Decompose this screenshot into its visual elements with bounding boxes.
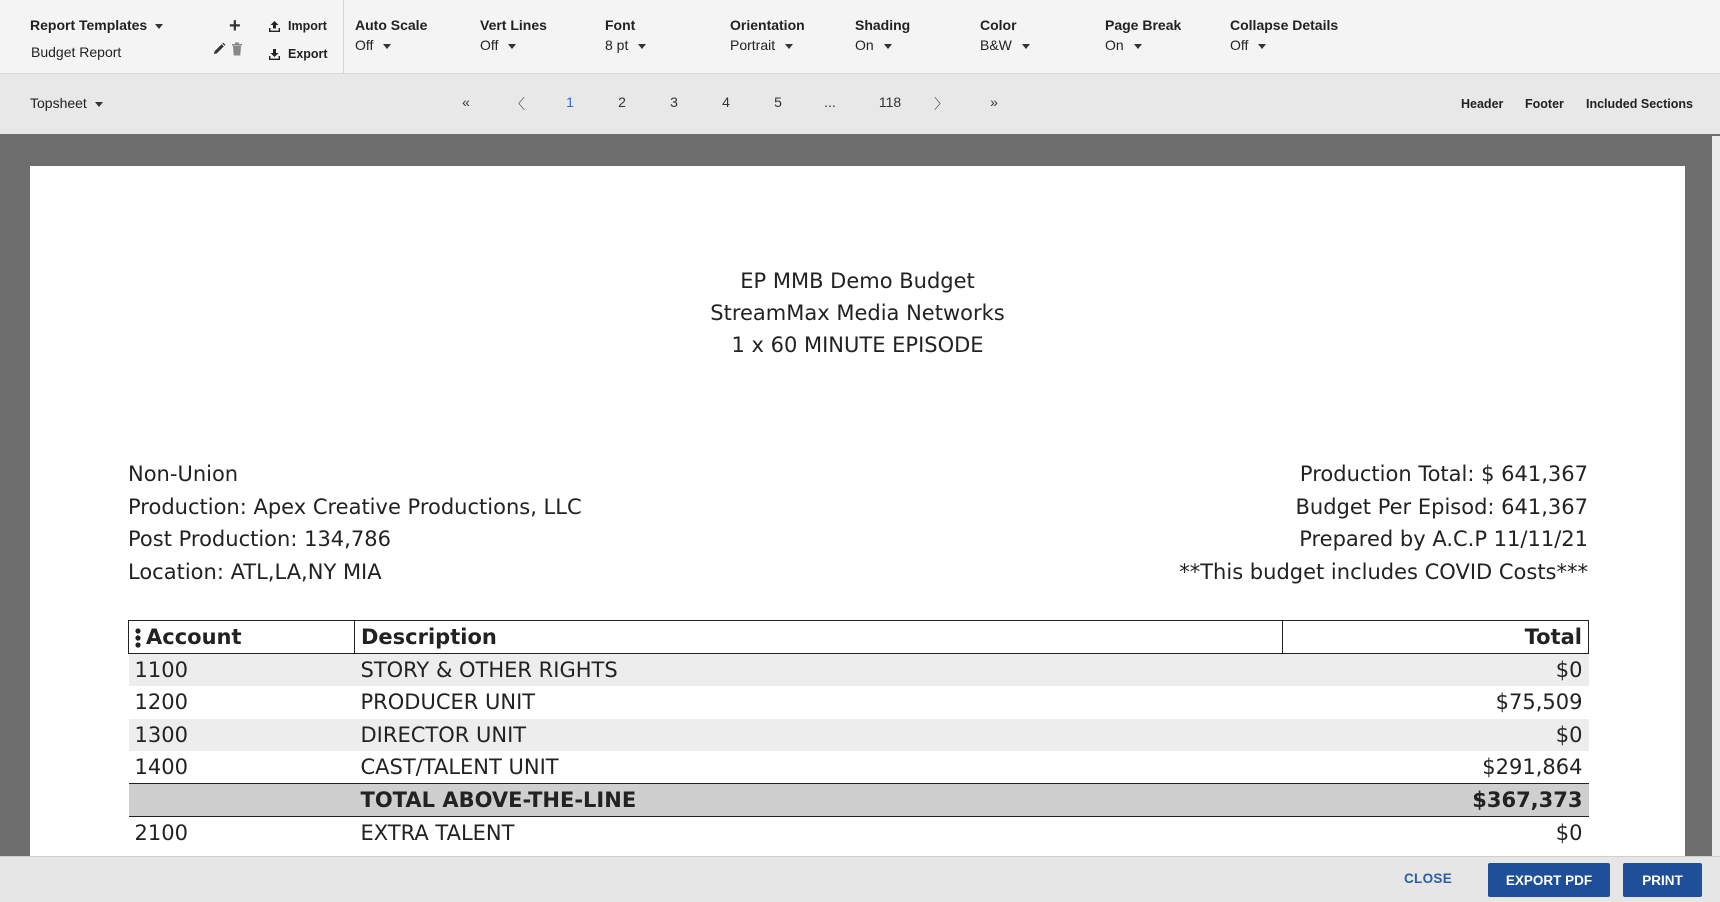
info-covid-note: **This budget includes COVID Costs***: [1179, 559, 1588, 584]
shading-dropdown[interactable]: [855, 17, 910, 53]
total-cell: $0: [1283, 654, 1589, 687]
collapse-details-dropdown[interactable]: [1230, 17, 1338, 53]
description-column-header: Description: [355, 621, 1283, 654]
color-dropdown[interactable]: [980, 17, 1030, 53]
chevron-down-icon: [383, 44, 391, 49]
subtotal-row: [129, 784, 1589, 817]
color-value: B&W: [980, 37, 1012, 53]
description-cell: EXTRA TALENT: [360, 820, 515, 845]
info-prepared-by: Prepared by A.C.P 11/11/21: [1299, 527, 1588, 551]
template-value: Budget Report: [31, 44, 122, 60]
chevron-down-icon: [1134, 44, 1142, 49]
auto-scale-label: Auto Scale: [355, 17, 428, 33]
download-icon: [268, 48, 281, 61]
description-cell: STORY & OTHER RIGHTS: [355, 654, 1283, 687]
last-page-button[interactable]: »: [990, 94, 998, 110]
header-link[interactable]: Header: [1461, 97, 1504, 111]
page-4-button[interactable]: 4: [722, 94, 730, 110]
page-1-button[interactable]: 1: [566, 94, 574, 110]
table-row: [129, 654, 1589, 687]
prev-page-button[interactable]: 〈: [511, 96, 525, 112]
info-production: Production: Apex Creative Productions, LLC: [128, 494, 582, 519]
preview-scrollbar[interactable]: [1712, 136, 1720, 856]
color-label: Color: [980, 17, 1017, 33]
topsheet-table: [128, 620, 1589, 849]
report-templates-group: [0, 0, 344, 74]
report-templates-dropdown[interactable]: [30, 17, 163, 33]
auto-scale-value: Off: [355, 37, 374, 53]
orientation-value: Portrait: [730, 37, 776, 53]
account-cell: 1100: [129, 654, 355, 687]
chevron-down-icon: [785, 44, 793, 49]
total-cell: $0: [1555, 820, 1583, 845]
report-title: EP MMB Demo Budget: [740, 269, 975, 293]
section-dropdown[interactable]: [30, 95, 103, 111]
total-cell: $75,509: [1495, 690, 1583, 715]
description-cell: CAST/TALENT UNIT: [360, 755, 559, 779]
dialog-footer: [0, 856, 1720, 902]
description-cell: PRODUCER UNIT: [360, 690, 536, 715]
font-value: 8 pt: [605, 37, 629, 53]
report-episode: 1 x 60 MINUTE EPISODE: [731, 333, 984, 357]
info-production-total: Production Total: $ 641,367: [1299, 462, 1588, 486]
chevron-down-icon: [95, 102, 103, 107]
column-options-icon[interactable]: [135, 628, 141, 648]
page-break-dropdown[interactable]: [1105, 17, 1181, 53]
table-row: [129, 816, 1589, 849]
report-heading: [30, 265, 1685, 361]
collapse-details-label: Collapse Details: [1230, 17, 1339, 33]
shading-value: On: [855, 37, 874, 53]
chevron-down-icon: [638, 44, 646, 49]
trash-icon: [231, 42, 243, 56]
export-pdf-button[interactable]: EXPORT PDF: [1488, 863, 1610, 897]
export-label: Export: [288, 47, 328, 61]
auto-scale-dropdown[interactable]: [355, 17, 427, 53]
account-cell: 1200: [134, 690, 188, 715]
shading-label: Shading: [855, 17, 911, 33]
delete-template-button[interactable]: [231, 42, 245, 58]
collapse-details-value: Off: [1230, 37, 1249, 53]
report-nav-bar: [0, 74, 1720, 134]
info-post-production: Post Production: 134,786: [128, 527, 391, 551]
import-button[interactable]: [268, 17, 327, 35]
table-row: [129, 719, 1589, 752]
report-page: [30, 166, 1685, 866]
import-label: Import: [288, 19, 327, 33]
report-templates-label: Report Templates: [30, 17, 148, 33]
export-button[interactable]: [268, 45, 328, 63]
description-cell: TOTAL ABOVE-THE-LINE: [355, 784, 1283, 817]
font-dropdown[interactable]: [605, 17, 646, 53]
orientation-dropdown[interactable]: [730, 17, 805, 53]
font-label: Font: [605, 17, 636, 33]
report-info-right: [1179, 458, 1588, 588]
page-break-value: On: [1105, 37, 1124, 53]
report-info-left: [128, 458, 582, 588]
account-header-label: Account: [146, 625, 242, 649]
report-toolbar: [0, 0, 1720, 74]
info-budget-per-episode: Budget Per Episod: 641,367: [1295, 494, 1588, 519]
vert-lines-label: Vert Lines: [480, 17, 547, 33]
table-row: [129, 686, 1589, 719]
chevron-down-icon: [155, 24, 163, 29]
pencil-icon: [212, 42, 226, 56]
info-location: Location: ATL,LA,NY MIA: [128, 559, 382, 584]
vert-lines-dropdown[interactable]: [480, 17, 547, 53]
page-118-button[interactable]: 118: [878, 94, 902, 110]
description-cell: DIRECTOR UNIT: [355, 719, 1283, 752]
next-page-button[interactable]: 〉: [934, 96, 948, 112]
page-3-button[interactable]: 3: [670, 94, 678, 110]
chevron-down-icon: [1258, 44, 1266, 49]
total-cell: $0: [1283, 719, 1589, 752]
first-page-button[interactable]: «: [462, 94, 470, 110]
print-button[interactable]: PRINT: [1623, 863, 1702, 897]
footer-link[interactable]: Footer: [1525, 97, 1564, 111]
orientation-label: Orientation: [730, 17, 805, 33]
total-column-header: Total: [1283, 621, 1589, 654]
total-cell: $291,864: [1482, 755, 1583, 779]
close-button[interactable]: CLOSE: [1404, 871, 1453, 886]
page-break-label: Page Break: [1105, 17, 1182, 33]
table-row: [129, 751, 1589, 784]
total-cell: $367,373: [1283, 784, 1589, 817]
account-cell: 2100: [134, 820, 188, 845]
account-cell: 1400: [134, 755, 188, 779]
account-column-header[interactable]: [129, 621, 355, 654]
section-value: Topsheet: [30, 95, 87, 111]
page-ellipsis: ...: [824, 94, 836, 110]
info-union: Non-Union: [128, 462, 239, 486]
add-template-button[interactable]: +: [229, 15, 241, 37]
page-2-button[interactable]: 2: [618, 94, 626, 110]
page-5-button[interactable]: 5: [774, 94, 782, 110]
report-network: StreamMax Media Networks: [710, 301, 1005, 325]
upload-icon: [268, 20, 281, 33]
vert-lines-value: Off: [480, 37, 499, 53]
edit-template-button[interactable]: [212, 42, 228, 58]
account-cell: 1300: [129, 719, 355, 752]
chevron-down-icon: [1022, 44, 1030, 49]
chevron-down-icon: [884, 44, 892, 49]
included-sections-link[interactable]: Included Sections: [1586, 97, 1693, 111]
table-header-row: [129, 621, 1589, 654]
account-cell: [129, 784, 355, 817]
chevron-down-icon: [508, 44, 516, 49]
